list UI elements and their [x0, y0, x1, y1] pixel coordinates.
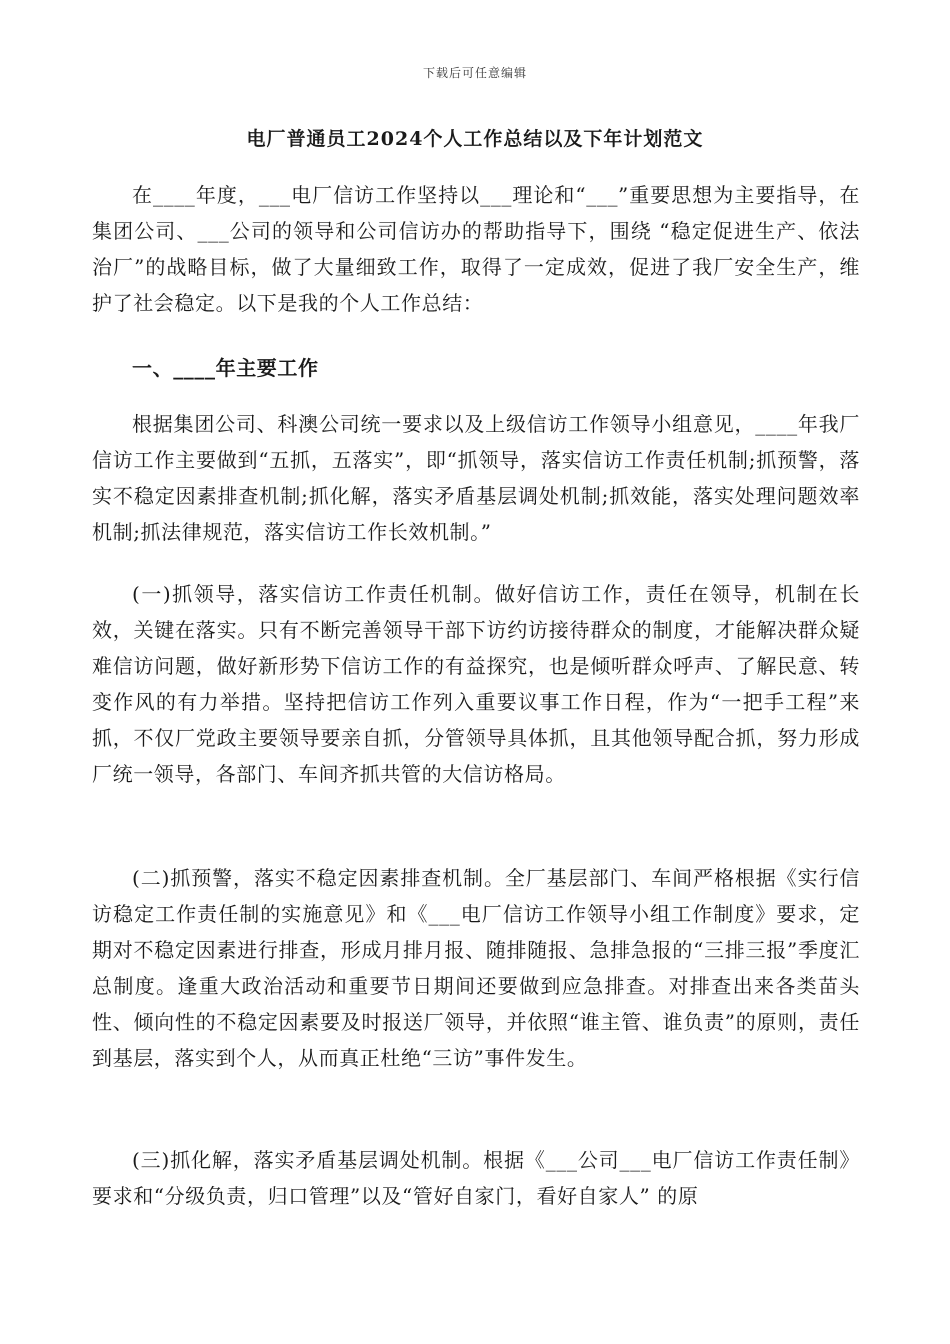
section1-heading-block [92, 350, 860, 386]
section1-paragraph: 根据集团公司、科澳公司统一要求以及上级信访工作领导小组意见，____年我厂信访工作主要做到“五抓，五落实”，即“抓领导，落实信访工作责任机制;抓预警，落实不稳定因素排查机制;抓化解，落实矛盾基层调处机制;抓效能，落实处理问题效率机制;抓法律规范，落实信访工作长效机制。” [92, 412, 860, 544]
item1-paragraph: (一)抓领导，落实信访工作责任机制。做好信访工作，责任在领导，机制在长效，关键在落实。只有不断完善领导干部下访约访接待群众的制度，才能解决群众疑难信访问题，做好新形势下信访工作的有益探究，也是倾听群众呼声、了解民意、转变作风的有力举措。坚持把信访工作列入重要议事工作日程，作为“一把手工程”来抓，不仅厂党政主要领导要亲自抓，分管领导具体抓，且其他领导配合抓，努力形成厂统一领导，各部门、车间齐抓共管的大信访格局。 [92, 582, 860, 786]
item2-paragraph: (二)抓预警，落实不稳定因素排查机制。全厂基层部门、车间严格根据《实行信访稳定工作责任制的实施意见》和《___电厂信访工作领导小组工作制度》要求，定期对不稳定因素进行排查，形成月排月报、随排随报、急排急报的“三排三报”季度汇总制度。逢重大政治活动和重要节日期间还要做到应急排查。对排查出来各类苗头性、倾向性的不稳定因素要及时报送厂领导，并依照“谁主管、谁负责”的原则，责任到基层，落实到个人，从而真正杜绝“三访”事件发生。 [92, 866, 860, 1070]
section1-block [92, 406, 860, 550]
item1-block [92, 576, 860, 792]
document-title: 电厂普通员工2024个人工作总结以及下年计划范文 [246, 128, 704, 150]
item3-block [92, 1142, 860, 1214]
section1-heading: 一、____年主要工作 [132, 356, 319, 380]
header-note: 下载后可任意编辑 [422, 66, 527, 80]
item3-paragraph: (三)抓化解，落实矛盾基层调处机制。根据《___公司___电厂信访工作责任制》要求和“分级负责，归口管理”以及“管好自家门，看好自家人” 的原 [92, 1148, 860, 1208]
intro-block [92, 177, 860, 321]
item2-block [92, 860, 860, 1076]
intro-paragraph: 在____年度，___电厂信访工作坚持以___理论和“___”重要思想为主要指导，在集团公司、___公司的领导和公司信访办的帮助指导下，围绕 “稳定促进生产、依法治厂”的战略目标，做了大量细致工作，取得了一定成效，促进了我厂安全生产，维护了社会稳定。以下是我的个人工作总结： [92, 183, 860, 315]
